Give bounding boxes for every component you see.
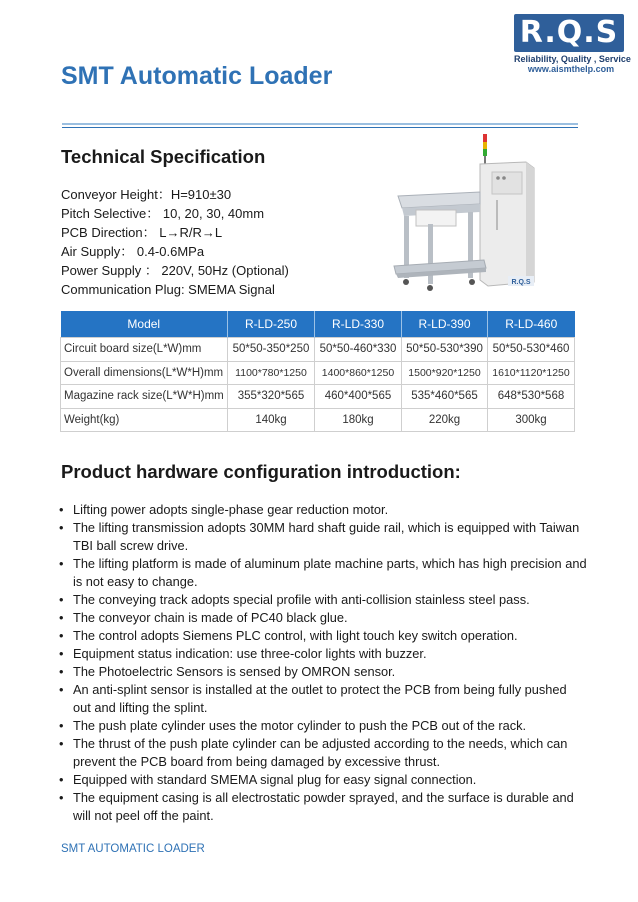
table-cell: 535*460*565 <box>402 385 488 409</box>
hardware-heading: Product hardware configuration introduction: <box>61 461 461 482</box>
list-item: • Lifting power adopts single-phase gear reduction motor. <box>59 501 587 519</box>
spec-line: PCB Direction： L→R/R→L <box>61 225 223 240</box>
table-cell: 1100*780*1250 <box>228 361 315 385</box>
page-footer: SMT AUTOMATIC LOADER <box>61 843 205 855</box>
list-item: • The conveying track adopts special profile with anti-collision stainless steel pass. <box>59 591 587 609</box>
table-header: R-LD-460 <box>488 311 575 338</box>
logo-url: www.aismthelp.com <box>527 64 615 74</box>
machine-badge: R.Q.S <box>511 279 531 286</box>
model-spec-table <box>60 311 575 432</box>
list-item: • The conveyor chain is made of PC40 black glue. <box>59 609 587 627</box>
title-divider-thin <box>62 127 578 128</box>
table-cell: 1500*920*1250 <box>402 361 488 385</box>
list-item: • Equipment status indication: use three-color lights with buzzer. <box>59 645 587 663</box>
loader-machine-image <box>388 134 548 299</box>
list-item: • The lifting transmission adopts 30MM hard shaft guide rail, which is equipped with Taiwan TBI ball screw drive. <box>59 519 587 555</box>
table-row <box>61 385 575 409</box>
spec-line: Air Supply： 0.4-0.6MPa <box>61 244 205 259</box>
table-cell: 1400*860*1250 <box>315 361 402 385</box>
table-cell: 355*320*565 <box>228 385 315 409</box>
table-row <box>61 338 575 362</box>
table-cell: 180kg <box>315 408 402 432</box>
table-header: R-LD-330 <box>315 311 402 338</box>
table-row <box>61 408 575 432</box>
list-item: • The lifting platform is made of aluminum plate machine parts, which has high precision and is not easy to change. <box>59 555 587 591</box>
table-cell: Magazine rack size(L*W*H)mm <box>61 385 228 409</box>
table-header-row <box>61 311 575 338</box>
table-cell: 50*50-460*330 <box>315 338 402 362</box>
list-item: • The equipment casing is all electrostatic powder sprayed, and the surface is durable and will not peel off the paint. <box>59 789 587 825</box>
list-item: • An anti-splint sensor is installed at the outlet to protect the PCB from being fully pushed out and lifting the splint. <box>59 681 587 717</box>
table-header: R-LD-390 <box>402 311 488 338</box>
table-cell: Overall dimensions(L*W*H)mm <box>61 361 228 385</box>
list-item: • The push plate cylinder uses the motor cylinder to push the PCB out of the rack. <box>59 717 587 735</box>
table-cell: 50*50-530*390 <box>402 338 488 362</box>
logo-tagline: Reliability, Quality , Service <box>514 54 631 64</box>
table-cell: 140kg <box>228 408 315 432</box>
table-cell: 50*50-350*250 <box>228 338 315 362</box>
list-item: • The thrust of the push plate cylinder can be adjusted according to the needs, which can prevent the PCB board from being damaged by excessive thrust. <box>59 735 587 771</box>
list-item: • Equipped with standard SMEMA signal plug for easy signal connection. <box>59 771 587 789</box>
spec-line: Pitch Selective： 10, 20, 30, 40mm <box>61 206 265 221</box>
table-cell: 50*50-530*460 <box>488 338 575 362</box>
table-cell: Circuit board size(L*W)mm <box>61 338 228 362</box>
spec-line: Conveyor Height：H=910±30 <box>61 187 232 202</box>
hardware-feature-list <box>59 501 587 825</box>
table-header: R-LD-250 <box>228 311 315 338</box>
list-item: • The control adopts Siemens PLC control, with light touch key switch operation. <box>59 627 587 645</box>
title-divider <box>62 123 578 125</box>
spec-line: Power Supply ： 220V, 50Hz (Optional) <box>61 263 289 278</box>
table-cell: 460*400*565 <box>315 385 402 409</box>
list-item: • The Photoelectric Sensors is sensed by OMRON sensor. <box>59 663 587 681</box>
spec-line: Communication Plug: SMEMA Signal <box>61 282 275 297</box>
table-row <box>61 361 575 385</box>
tech-spec-heading: Technical Specification <box>61 146 266 167</box>
rqs-logo <box>514 14 631 74</box>
table-cell: Weight(kg) <box>61 408 228 432</box>
table-header: Model <box>61 311 228 338</box>
tech-spec-list <box>61 185 289 299</box>
page-title: SMT Automatic Loader <box>61 62 333 90</box>
table-cell: 220kg <box>402 408 488 432</box>
table-cell: 648*530*568 <box>488 385 575 409</box>
logo-mark: R.Q.S <box>514 14 624 52</box>
table-cell: 300kg <box>488 408 575 432</box>
table-cell: 1610*1120*1250 <box>488 361 575 385</box>
